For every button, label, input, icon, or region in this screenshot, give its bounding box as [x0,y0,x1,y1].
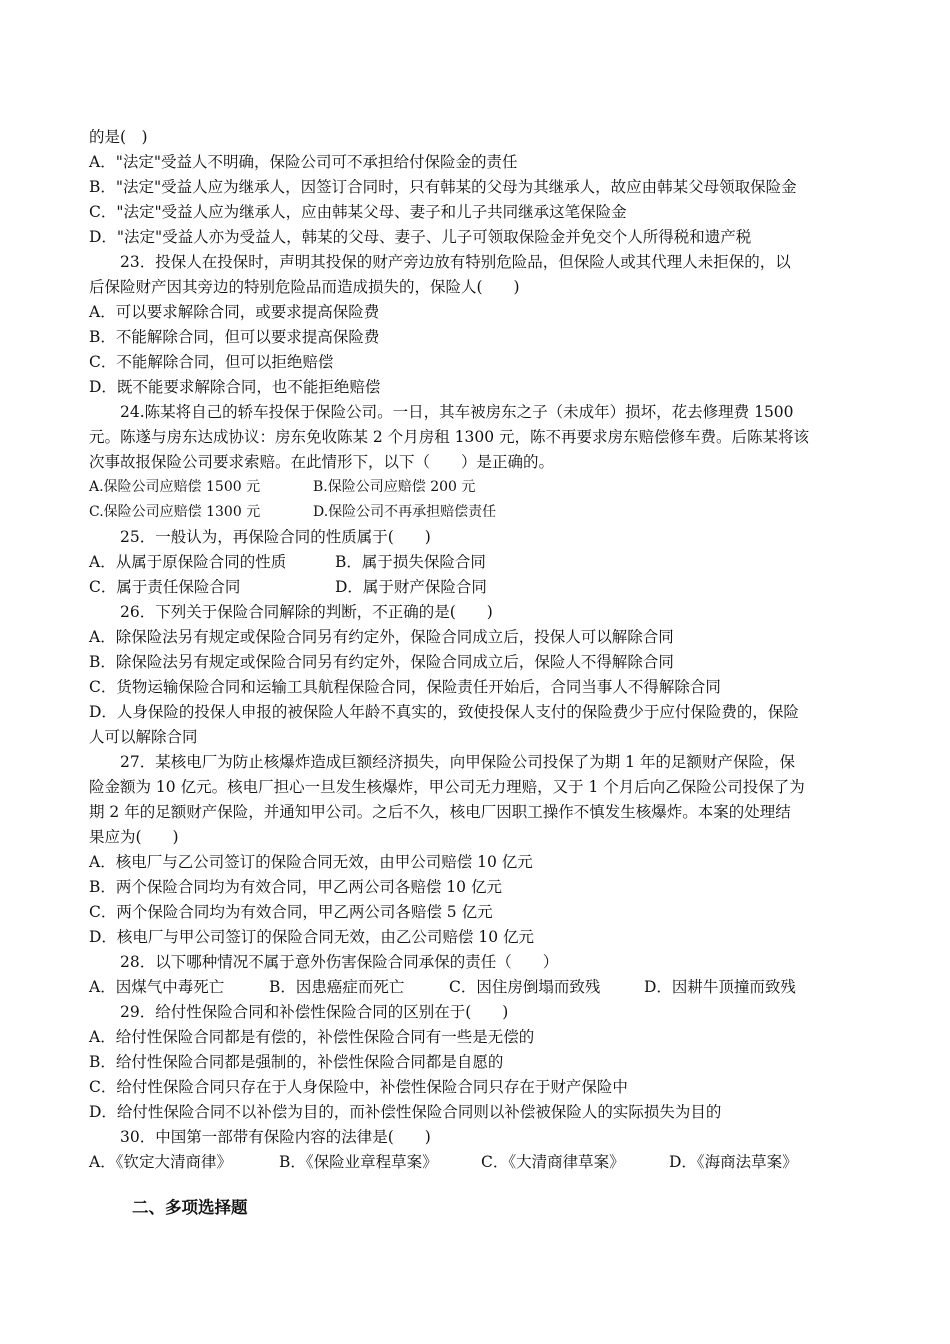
q23-stem-cont: 后保险财产因其旁边的特别危险品而造成损失的，保险人( ) [89,278,520,296]
q28-stem: 28．以下哪种情况不属于意外伤害保险合同承保的责任（ ） [120,953,559,971]
q25-option-b: B．属于损失保险合同 [335,553,486,571]
q24-stem-cont-2: 次事故报保险公司要求索赔。在此情形下，以下（ ）是正确的。 [89,453,555,471]
q25-option-c: C．属于责任保险合同 [89,578,241,596]
q27-option-d: D．核电厂与甲公司签订的保险合同无效，由乙公司赔偿 10 亿元 [89,928,535,946]
q29-stem: 29．给付性保险合同和补偿性保险合同的区别在于( ) [120,1003,509,1021]
q28-option-b: B．因患癌症而死亡 [269,978,405,996]
q23-option-d: D．既不能要求解除合同，也不能拒绝赔偿 [89,378,381,396]
q22-option-b: B．"法定"受益人应为继承人，因签订合同时，只有韩某的父母为其继承人，故应由韩某父母领取保险金 [89,178,797,196]
section-heading: 二、多项选择题 [132,1198,248,1217]
q24-option-d: D.保险公司不再承担赔偿责任 [313,504,497,520]
q23-option-c: C．不能解除合同，但可以拒绝赔偿 [89,353,334,371]
q22-stem-tail: 的是( ) [89,128,148,146]
q29-option-d: D．给付性保险合同不以补偿为目的，而补偿性保险合同则以补偿被保险人的实际损失为目的 [89,1103,722,1121]
q26-option-a: A．除保险法另有规定或保险合同另有约定外，保险合同成立后，投保人可以解除合同 [89,628,674,646]
q25-options-row-1 [89,550,869,574]
q26-stem: 26．下列关于保险合同解除的判断，不正确的是( ) [120,603,493,621]
q27-stem-cont-1: 险金额为 10 亿元。核电厂担心一旦发生核爆炸，甲公司无力理赔，又于 1 个月后向乙保险公司投保了为 [89,778,805,796]
q30-options-row [89,1150,869,1174]
q27-stem: 27．某核电厂为防止核爆炸造成巨额经济损失，向甲保险公司投保了为期 1 年的足额财产保险，保 [120,753,795,771]
q25-option-a: A．从属于原保险合同的性质 [89,553,287,571]
q30-option-c: C．《大清商律草案》 [481,1153,625,1171]
q28-option-d: D．因耕牛顶撞而致残 [644,978,796,996]
q28-option-a: A．因煤气中毒死亡 [89,978,225,996]
q27-option-a: A．核电厂与乙公司签订的保险合同无效，由甲公司赔偿 10 亿元 [89,853,533,871]
q23-option-b: B．不能解除合同，但可以要求提高保险费 [89,328,380,346]
q25-options-row-2 [89,575,869,599]
q30-option-d: D．《海商法草案》 [669,1153,798,1171]
q23-stem: 23．投保人在投保时，声明其投保的财产旁边放有特别危险品，但保险人或其代理人未拒保的，以 [120,253,791,271]
q30-option-a: A．《钦定大清商律》 [89,1153,232,1171]
q26-option-d-cont: 人可以解除合同 [89,728,198,746]
q26-option-d: D．人身保险的投保人申报的被保险人年龄不真实的，致使投保人支付的保险费少于应付保险费的，保险 [89,703,799,721]
q24-options-row-2 [89,500,869,524]
q30-option-b: B．《保险业章程草案》 [279,1153,438,1171]
q24-stem: 24.陈某将自己的轿车投保于保险公司。一日，其车被房东之子（未成年）损坏，花去修理费 1500 [120,403,794,421]
q24-options-row-1 [89,475,869,499]
q25-option-d: D．属于财产保险合同 [335,578,487,596]
q27-stem-cont-2: 期 2 年的足额财产保险，并通知甲公司。之后不久，核电厂因职工操作不慎发生核爆炸。本案的处理结 [89,803,791,821]
q23-option-a: A．可以要求解除合同，或要求提高保险费 [89,303,380,321]
q27-option-c: C．两个保险合同均为有效合同，甲乙两公司各赔偿 5 亿元 [89,903,493,921]
q24-stem-cont-1: 元。陈遂与房东达成协议：房东免收陈某 2 个月房租 1300 元，陈不再要求房东赔偿修车费。后陈某将该 [89,428,810,446]
q24-option-c: C.保险公司应赔偿 1300 元 [89,504,261,520]
q26-option-c: C．货物运输保险合同和运输工具航程保险合同，保险责任开始后，合同当事人不得解除合同 [89,678,721,696]
q24-option-a: A.保险公司应赔偿 1500 元 [89,479,261,495]
q29-option-a: A．给付性保险合同都是有偿的，补偿性保险合同有一些是无偿的 [89,1028,535,1046]
q27-stem-cont-3: 果应为( ) [89,828,179,846]
q30-stem: 30．中国第一部带有保险内容的法律是( ) [120,1128,431,1146]
q29-option-b: B．给付性保险合同都是强制的，补偿性保险合同都是自愿的 [89,1053,504,1071]
q26-option-b: B．除保险法另有规定或保险合同另有约定外，保险合同成立后，保险人不得解除合同 [89,653,674,671]
q29-option-c: C．给付性保险合同只存在于人身保险中，补偿性保险合同只存在于财产保险中 [89,1078,628,1096]
q28-option-c: C．因住房倒塌而致残 [449,978,601,996]
q22-option-c: C．"法定"受益人应为继承人，应由韩某父母、妻子和儿子共同继承这笔保险金 [89,203,627,221]
q24-option-b: B.保险公司应赔偿 200 元 [313,479,476,495]
q27-option-b: B．两个保险合同均为有效合同，甲乙两公司各赔偿 10 亿元 [89,878,502,896]
q22-option-d: D．"法定"受益人亦为受益人，韩某的父母、妻子、儿子可领取保险金并免交个人所得税和遗产税 [89,228,752,246]
q22-option-a: A．"法定"受益人不明确，保险公司可不承担给付保险金的责任 [89,153,518,171]
q28-options-row [89,975,869,999]
q25-stem: 25．一般认为，再保险合同的性质属于( ) [120,528,431,546]
